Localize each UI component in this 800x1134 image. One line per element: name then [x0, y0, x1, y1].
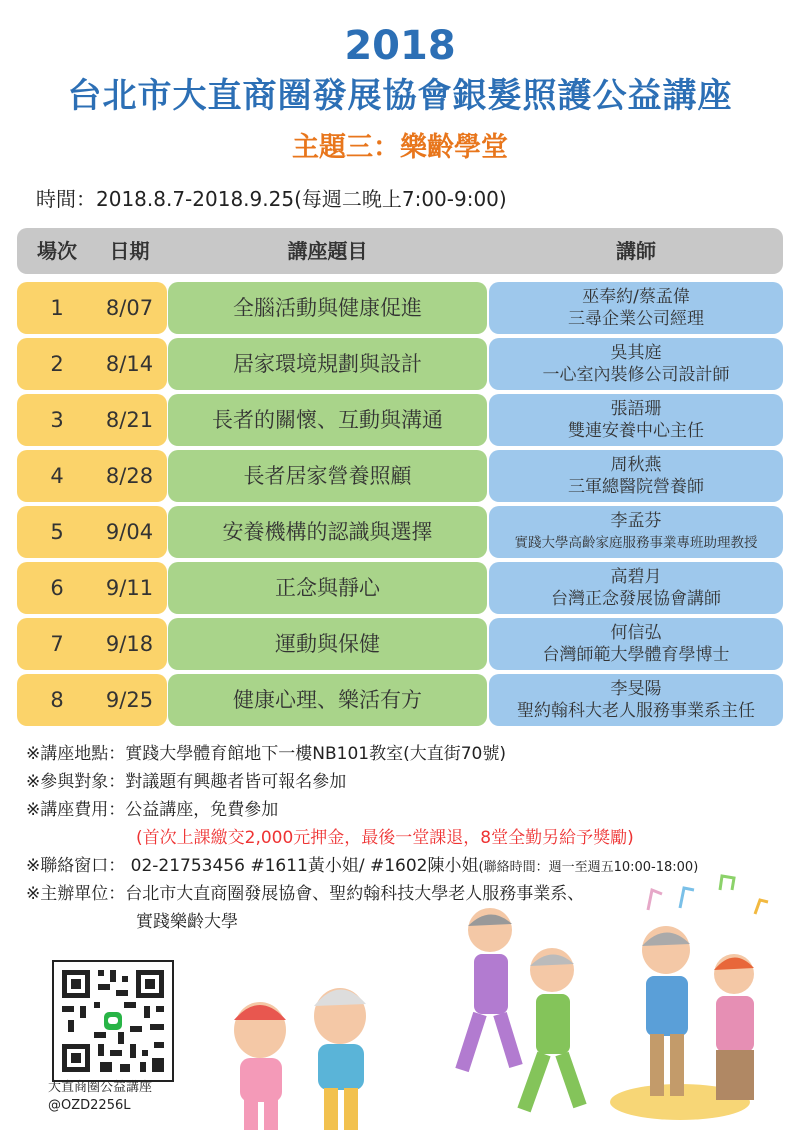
- session-cell: [17, 618, 167, 670]
- qr-caption: [48, 1079, 152, 1115]
- poster-title: 台北市大直商圈發展協會銀髮照護公益講座: [67, 76, 733, 116]
- session-topic: 長者的關懷、互動與溝通: [168, 394, 487, 446]
- note-location: ※講座地點：實踐大學體育館地下一樓NB101教室(大直街70號): [26, 744, 506, 764]
- table-row: [17, 394, 783, 446]
- speaker-cell: [489, 618, 783, 670]
- session-number: 5: [50, 520, 64, 544]
- session-topic: 全腦活動與健康促進: [168, 282, 487, 334]
- table-row: [17, 282, 783, 334]
- speaker-title: 台灣師範大學體育學博士: [542, 645, 730, 665]
- session-date: 8/07: [105, 296, 154, 320]
- speaker-title: 台灣正念發展協會講師: [551, 589, 721, 609]
- table-row: [17, 338, 783, 390]
- column-header-topic: 講座題目: [287, 239, 368, 263]
- table-row: [17, 450, 783, 502]
- poster-subtitle: 主題三：樂齡學堂: [292, 132, 508, 163]
- session-cell: [17, 394, 167, 446]
- note-organizer-cont: 實踐樂齡大學: [136, 912, 238, 932]
- session-number: 1: [50, 296, 64, 320]
- session-number: 8: [50, 688, 64, 712]
- speaker-name: 何信弘: [610, 623, 662, 643]
- table-row: [17, 674, 783, 726]
- session-cell: [17, 282, 167, 334]
- session-date: 8/28: [105, 464, 154, 488]
- schedule-time: 時間：2018.8.7-2018.9.25(每週二晚上7:00-9:00): [36, 187, 507, 211]
- table-row: [17, 618, 783, 670]
- speaker-name: 巫奉約/蔡孟偉: [582, 287, 690, 307]
- speaker-title: 三尋企業公司經理: [568, 309, 704, 329]
- speaker-cell: [489, 450, 783, 502]
- column-header-date: 日期: [109, 239, 150, 263]
- speaker-cell: [489, 674, 783, 726]
- session-number: 3: [50, 408, 64, 432]
- session-number: 7: [50, 632, 64, 656]
- session-date: 8/21: [105, 408, 154, 432]
- speaker-name: 高碧月: [610, 567, 662, 587]
- speaker-cell: [489, 562, 783, 614]
- session-topic: 居家環境規劃與設計: [168, 338, 487, 390]
- speaker-cell: [489, 394, 783, 446]
- speaker-name: 張語珊: [610, 399, 662, 419]
- singing-seniors-icon: [610, 926, 754, 1120]
- poster-year: 2018: [344, 23, 456, 69]
- session-cell: [17, 562, 167, 614]
- walking-seniors-icon: [462, 908, 580, 1110]
- speaker-name: 吳其庭: [610, 343, 662, 363]
- speaker-title: 一心室內裝修公司設計師: [542, 365, 730, 385]
- seniors-illustration: [200, 870, 790, 1134]
- session-cell: [17, 674, 167, 726]
- qr-caption-name: 大直商圈公益講座: [48, 1080, 153, 1095]
- qr-caption-id: @OZD2256L: [48, 1098, 131, 1113]
- session-date: 9/25: [105, 688, 154, 712]
- speaker-title: 聖約翰科大老人服務事業系主任: [517, 701, 755, 721]
- session-number: 6: [50, 576, 64, 600]
- speaker-title: 雙連安養中心主任: [568, 421, 704, 441]
- session-cell: [17, 338, 167, 390]
- session-number: 2: [50, 352, 64, 376]
- session-cell: [17, 450, 167, 502]
- table-row: [17, 506, 783, 558]
- speaker-title: 三軍總醫院營養師: [568, 477, 704, 497]
- line-qr-code[interactable]: [52, 960, 174, 1082]
- speaker-name: 周秋燕: [610, 455, 662, 475]
- session-topic: 長者居家營養照顧: [168, 450, 487, 502]
- table-header: [17, 228, 783, 274]
- note-contact-hours: (聯絡時間：週一至週五10:00-18:00): [478, 860, 699, 875]
- column-header-session: 場次: [37, 239, 77, 263]
- music-notes-icon: [648, 876, 768, 914]
- session-date: 9/04: [105, 520, 154, 544]
- session-date: 9/18: [105, 632, 154, 656]
- session-topic: 健康心理、樂活有方: [168, 674, 487, 726]
- speaker-cell: [489, 506, 783, 558]
- note-deposit: (首次上課繳交2,000元押金，最後一堂課退，8堂全勤另給予獎勵): [136, 828, 634, 848]
- session-cell: [17, 506, 167, 558]
- session-date: 8/14: [105, 352, 154, 376]
- note-audience: ※參與對象：對議題有興趣者皆可報名參加: [26, 772, 347, 792]
- note-organizer: ※主辦單位：台北市大直商圈發展協會、聖約翰科技大學老人服務事業系、: [26, 884, 585, 904]
- session-topic: 正念與靜心: [168, 562, 487, 614]
- speaker-cell: [489, 282, 783, 334]
- table-row: [17, 562, 783, 614]
- speaker-cell: [489, 338, 783, 390]
- note-contact-phone: ※聯絡窗口： 02-21753456 #1611黃小姐/ #1602陳小姐: [26, 856, 479, 876]
- speaker-name: 李旻陽: [610, 679, 662, 699]
- stretching-seniors-icon: [234, 988, 366, 1130]
- speaker-title: 實踐大學高齡家庭服務事業專班助理教授: [514, 535, 758, 551]
- session-number: 4: [50, 464, 64, 488]
- note-fee: ※講座費用：公益講座，免費參加: [26, 800, 279, 820]
- column-header-speaker: 講師: [616, 239, 656, 263]
- speaker-name: 李孟芬: [610, 511, 662, 531]
- session-date: 9/11: [105, 576, 154, 600]
- session-topic: 安養機構的認識與選擇: [168, 506, 487, 558]
- session-topic: 運動與保健: [168, 618, 487, 670]
